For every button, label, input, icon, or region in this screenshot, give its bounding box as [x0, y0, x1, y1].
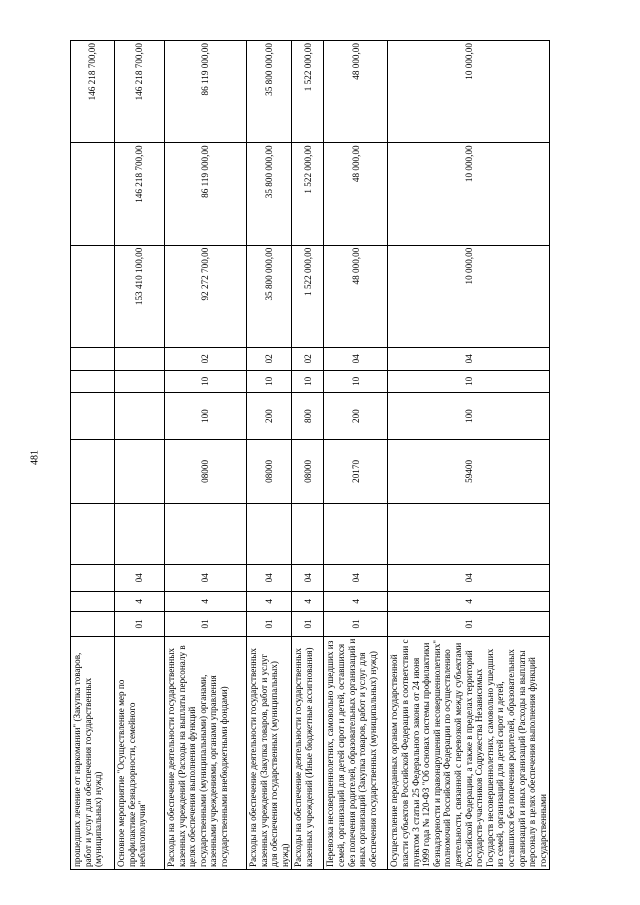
cell-c7 — [115, 348, 165, 371]
table-row — [324, 41, 388, 870]
cell-v1: 92 272 700,00 — [165, 245, 247, 347]
cell-c2: 4 — [247, 591, 292, 611]
cell-c1: 01 — [165, 612, 247, 637]
cell-c7: 04 — [388, 348, 550, 371]
table-row — [388, 41, 550, 870]
cell-name: Основное мероприятие "Осуществление мер по профилактике безнадзорности, семейного неблагополучия" — [115, 636, 165, 869]
cell-c2: 4 — [115, 591, 165, 611]
cell-c3 — [71, 565, 115, 592]
cell-c6: 10 — [324, 370, 388, 393]
cell-c1: 01 — [247, 612, 292, 637]
cell-c7: 02 — [292, 348, 324, 371]
cell-v2: 48 000,00 — [324, 143, 388, 245]
cell-v1: 153 410 100,00 — [115, 245, 165, 347]
cell-c1 — [71, 612, 115, 637]
cell-c1: 01 — [115, 612, 165, 637]
cell-empty — [324, 503, 388, 564]
cell-v2: 10 000,00 — [388, 143, 550, 245]
cell-c3: 04 — [292, 565, 324, 592]
cell-c5: 800 — [292, 393, 324, 440]
cell-c1: 01 — [292, 612, 324, 637]
cell-v1: 10 000,00 — [388, 245, 550, 347]
cell-c2: 4 — [324, 591, 388, 611]
cell-c4: 59400 — [388, 440, 550, 503]
cell-c7: 04 — [324, 348, 388, 371]
cell-c5 — [71, 393, 115, 440]
cell-c7 — [71, 348, 115, 371]
cell-empty — [388, 503, 550, 564]
cell-v3: 10 000,00 — [388, 41, 550, 143]
cell-c2: 4 — [388, 591, 550, 611]
cell-c5 — [115, 393, 165, 440]
cell-v2: 1 522 000,00 — [292, 143, 324, 245]
cell-c5: 200 — [247, 393, 292, 440]
cell-v1: 35 800 000,00 — [247, 245, 292, 347]
page-number: 481 — [29, 450, 41, 465]
table-row — [165, 41, 247, 870]
table-row — [292, 41, 324, 870]
budget-table — [70, 40, 550, 870]
cell-v1: 1 522 000,00 — [292, 245, 324, 347]
document-sheet — [70, 10, 640, 867]
cell-v3: 48 000,00 — [324, 41, 388, 143]
cell-v2: 86 119 000,00 — [165, 143, 247, 245]
cell-c1: 01 — [324, 612, 388, 637]
cell-name: Перевозка несовершеннолетних, самовольно ушедших из семей, организаций для детей сирот и детей, оставшихся без попечения родителей, образовательных организаций и иных организаций (Закупка товаров, работ и услуг для обеспечения государственных (муниципальных) нужд) — [324, 636, 388, 869]
cell-empty — [165, 503, 247, 564]
cell-c4: 08000 — [165, 440, 247, 503]
table-body — [71, 41, 550, 870]
cell-v3: 86 119 000,00 — [165, 41, 247, 143]
cell-c2: 4 — [292, 591, 324, 611]
cell-c3: 04 — [115, 565, 165, 592]
cell-v2: 35 800 000,00 — [247, 143, 292, 245]
cell-c7: 02 — [165, 348, 247, 371]
cell-c6: 10 — [388, 370, 550, 393]
cell-name: Расходы на обеспечение деятельности государственных казенных учреждений (Закупка товаров, работ и услуг для обеспечения государственных (муниципальных) нужд) — [247, 636, 292, 869]
cell-empty — [115, 503, 165, 564]
cell-c3: 04 — [388, 565, 550, 592]
cell-v3: 1 522 000,00 — [292, 41, 324, 143]
cell-c4 — [71, 440, 115, 503]
cell-c6 — [71, 370, 115, 393]
cell-name: Расходы на обеспечение деятельности государственных казенных учреждений (Иные бюджетные ассигнования) — [292, 636, 324, 869]
cell-c2 — [71, 591, 115, 611]
cell-c5: 100 — [388, 393, 550, 440]
cell-name: прошедших лечение от наркомании" (Закупка товаров, работ и услуг для обеспечения государственных (муниципальных) нужд) — [71, 636, 115, 869]
cell-c4: 08000 — [247, 440, 292, 503]
cell-v3: 146 218 700,00 — [71, 41, 115, 143]
table-row — [115, 41, 165, 870]
cell-v3: 35 800 000,00 — [247, 41, 292, 143]
cell-c3: 04 — [247, 565, 292, 592]
cell-c1: 01 — [388, 612, 550, 637]
cell-name: Расходы на обеспечение деятельности государственных казенных учреждений (Расходы на выплаты персоналу в целях обеспечения выполнения функций государственными (муниципальными) органами, казенными учреждениями, органами управления государственными внебюджетными фондами) — [165, 636, 247, 869]
cell-v2: 146 218 700,00 — [115, 143, 165, 245]
cell-c4 — [115, 440, 165, 503]
rotated-table-wrapper — [70, 40, 624, 870]
cell-v2 — [71, 143, 115, 245]
table-row — [247, 41, 292, 870]
cell-empty — [292, 503, 324, 564]
cell-c4: 20170 — [324, 440, 388, 503]
cell-c6: 10 — [247, 370, 292, 393]
cell-c4: 08000 — [292, 440, 324, 503]
cell-c6 — [115, 370, 165, 393]
cell-v1 — [71, 245, 115, 347]
cell-c3: 04 — [165, 565, 247, 592]
cell-v1: 48 000,00 — [324, 245, 388, 347]
cell-name: Осуществление переданных органам государственной власти субъектов Российской Федерации в соответствии с пунктом 3 статьи 25 Федерального закона от 24 июня 1999 года № 120-ФЗ "Об основах системы профилактики безнадзорности и правонарушений несовершеннолетних" полномочий Российской Федерации по осуществлению деятельности, связанной с перевозкой между субъектами Российской Федерации, а также в пределах территорий государств-участников Содружества Независимых Государств несовершеннолетних, самовольно ушедших из семей, организаций для детей сирот и детей, оставшихся без попечения родителей, образовательных организаций и иных организаций (Расходы на выплаты персоналу в целях обеспечения выполнения функций государственными — [388, 636, 550, 869]
cell-c6: 10 — [292, 370, 324, 393]
cell-c5: 100 — [165, 393, 247, 440]
cell-c7: 02 — [247, 348, 292, 371]
cell-c6: 10 — [165, 370, 247, 393]
cell-empty — [71, 503, 115, 564]
cell-c5: 200 — [324, 393, 388, 440]
cell-c2: 4 — [165, 591, 247, 611]
table-row — [71, 41, 115, 870]
cell-empty — [247, 503, 292, 564]
cell-c3: 04 — [324, 565, 388, 592]
cell-v3: 146 218 700,00 — [115, 41, 165, 143]
